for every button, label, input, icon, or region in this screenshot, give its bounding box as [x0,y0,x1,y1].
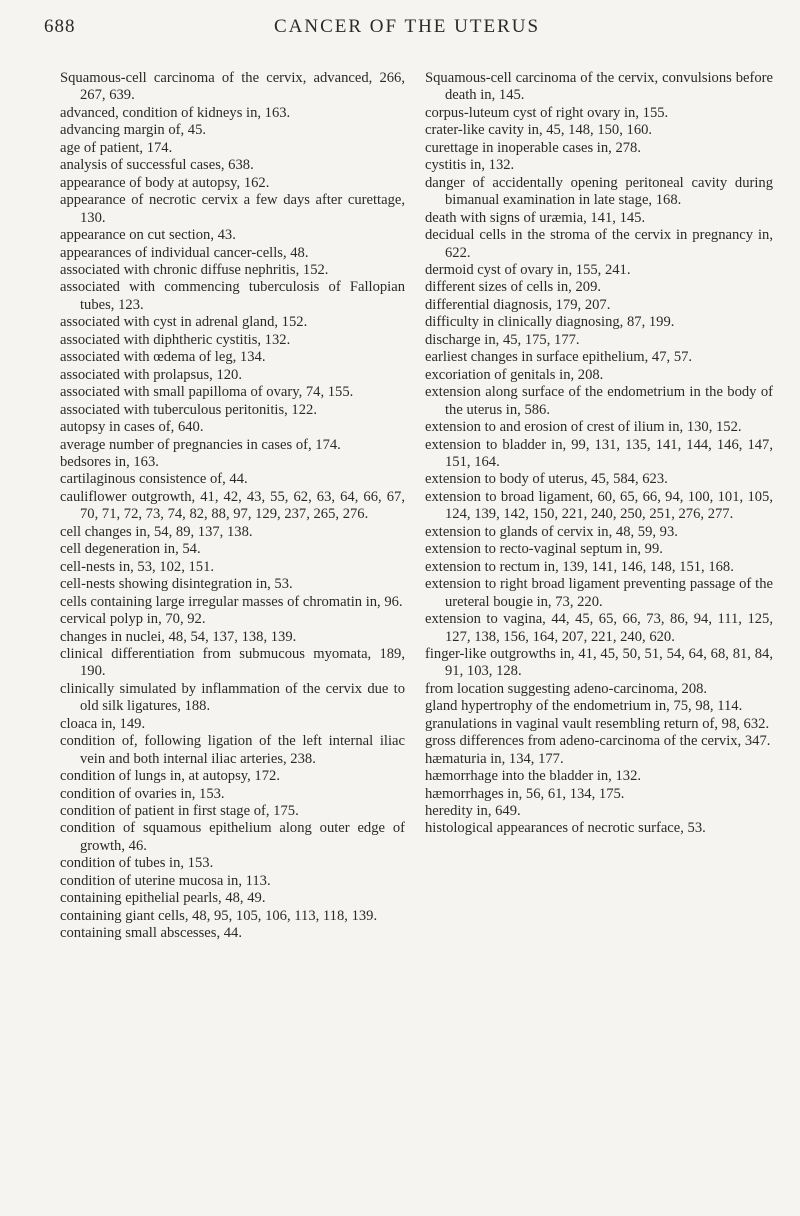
index-entry: extension to and erosion of crest of ilium in, 130, 152. [425,419,742,436]
index-entry: extension to recto-vaginal septum in, 99. [425,541,663,558]
index-entry: condition of tubes in, 153. [60,855,214,872]
index-entry: extension to bladder in, 99, 131, 135, 141, 144, 146, 147, 151, 164. [425,436,773,470]
index-entry: cervical polyp in, 70, 92. [60,611,206,628]
index-entry: hæmaturia in, 134, 177. [425,750,564,767]
index-column-left [60,70,405,943]
index-entry: cell degeneration in, 54. [60,541,201,558]
index-entry: differential diagnosis, 179, 207. [425,296,611,313]
index-entry: associated with chronic diffuse nephritis, 152. [60,261,329,278]
index-entry: changes in nuclei, 48, 54, 137, 138, 139. [60,628,297,645]
index-entry: cystitis in, 132. [425,157,515,174]
index-entry: Squamous-cell carcinoma of the cervix, advanced, 266, 267, 639. [60,70,405,104]
index-entry: associated with diphtheric cystitis, 132. [60,331,291,348]
index-entry: heredity in, 649. [425,803,521,820]
index-entry: decidual cells in the stroma of the cervix in pregnancy in, 622. [425,227,773,261]
index-entry: extension to right broad ligament preventing passage of the ureteral bougie in, 73, 220. [425,576,773,610]
index-entry: cell-nests showing disintegration in, 53. [60,576,293,593]
index-entry: extension to glands of cervix in, 48, 59, 93. [425,523,678,540]
index-entry: cell changes in, 54, 89, 137, 138. [60,523,253,540]
index-entry: associated with tuberculous peritonitis, 122. [60,401,317,418]
index-entry: advancing margin of, 45. [60,122,207,139]
index-entry: discharge in, 45, 175, 177. [425,331,580,348]
index-entry: cartilaginous consistence of, 44. [60,471,248,488]
index-entry: bedsores in, 163. [60,453,159,470]
index-entry: analysis of successful cases, 638. [60,157,254,174]
index-entry: Squamous-cell carcinoma of the cervix, convulsions before death in, 145. [425,70,773,104]
index-entry: average number of pregnancies in cases of, 174. [60,436,341,453]
index-entry: condition of patient in first stage of, 175. [60,803,299,820]
index-entry: different sizes of cells in, 209. [425,279,602,296]
index-entry: danger of accidentally opening peritoneal cavity during bimanual examination in late stage, 168. [425,174,773,209]
index-column-right [425,70,773,838]
index-entry: containing epithelial pearls, 48, 49. [60,890,266,907]
index-entry: associated with cyst in adrenal gland, 152. [60,314,308,331]
index-entry: appearance of necrotic cervix a few days after curettage, 130. [60,192,405,226]
index-entry: extension to rectum in, 139, 141, 146, 148, 151, 168. [425,558,734,575]
index-entry: cloaca in, 149. [60,715,146,732]
index-entry: curettage in inoperable cases in, 278. [425,139,641,156]
index-entry: associated with œdema of leg, 134. [60,349,266,366]
index-entry: cells containing large irregular masses of chromatin in, 96. [60,593,403,610]
index-entry: extension to vagina, 44, 45, 65, 66, 73, 86, 94, 111, 125, 127, 138, 156, 164, 207, 221, 240, 620. [425,611,773,645]
index-entry: condition of squamous epithelium along outer edge of growth, 46. [60,820,405,854]
index-entry: cell-nests in, 53, 102, 151. [60,558,215,575]
index-entry: containing small abscesses, 44. [60,925,242,942]
index-entry: gross differences from adeno-carcinoma of the cervix, 347. [425,733,771,750]
index-entry: associated with small papilloma of ovary, 74, 155. [60,384,354,401]
index-entry: appearances of individual cancer-cells, 48. [60,244,309,261]
index-entry: difficulty in clinically diagnosing, 87, 199. [425,314,675,331]
index-entry: histological appearances of necrotic surface, 53. [425,820,706,837]
index-entry: hæmorrhages in, 56, 61, 134, 175. [425,785,625,802]
page-header [44,16,770,46]
index-entry: associated with prolapsus, 120. [60,366,242,383]
index-entry: clinical differentiation from submucous myomata, 189, 190. [60,645,405,680]
index-entry: appearance on cut section, 43. [60,227,236,244]
index-entry: appearance of body at autopsy, 162. [60,174,270,191]
index-entry: extension along surface of the endometrium in the body of the uterus in, 586. [425,384,773,418]
index-entry: condition of uterine mucosa in, 113. [60,872,271,889]
index-entry: extension to body of uterus, 45, 584, 623. [425,471,668,488]
index-entry: finger-like outgrowths in, 41, 45, 50, 51, 54, 64, 68, 81, 84, 91, 103, 128. [425,645,773,680]
page-number: 688 [44,16,76,37]
index-entry: age of patient, 174. [60,139,173,156]
index-entry: containing giant cells, 48, 95, 105, 106, 113, 118, 139. [60,907,378,924]
index-entry: earliest changes in surface epithelium, 47, 57. [425,349,693,366]
index-entry: cauliflower outgrowth, 41, 42, 43, 55, 62, 63, 64, 66, 67, 70, 71, 72, 73, 74, 82, 88, 97, 129, 237, 265, 276. [60,488,405,523]
index-entry: gland hypertrophy of the endometrium in, 75, 98, 114. [425,698,743,715]
index-entry: condition of ovaries in, 153. [60,785,225,802]
index-entry: granulations in vaginal vault resembling return of, 98, 632. [425,715,770,732]
index-entry: corpus-luteum cyst of right ovary in, 155. [425,104,669,121]
index-entry: associated with commencing tuberculosis of Fallopian tubes, 123. [60,279,405,313]
index-entry: crater-like cavity in, 45, 148, 150, 160. [425,122,653,139]
index-entry: condition of, following ligation of the left internal iliac vein and both internal iliac arteries, 238. [60,733,405,767]
running-title: CANCER OF THE UTERUS [273,16,541,37]
index-entry: extension to broad ligament, 60, 65, 66, 94, 100, 101, 105, 124, 139, 142, 150, 221, 240, 250, 251, 276, 277. [425,488,773,523]
index-entry: excoriation of genitals in, 208. [425,366,604,383]
index-entry: condition of lungs in, at autopsy, 172. [60,768,280,785]
index-entry: clinically simulated by inflammation of the cervix due to old silk ligatures, 188. [60,680,405,715]
index-entry: advanced, condition of kidneys in, 163. [60,104,291,121]
index-entry: from location suggesting adeno-carcinoma, 208. [425,680,708,697]
index-entry: hæmorrhage into the bladder in, 132. [425,768,642,785]
index-entry: death with signs of uræmia, 141, 145. [425,209,646,226]
index-entry: dermoid cyst of ovary in, 155, 241. [425,261,631,278]
index-entry: autopsy in cases of, 640. [60,419,204,436]
